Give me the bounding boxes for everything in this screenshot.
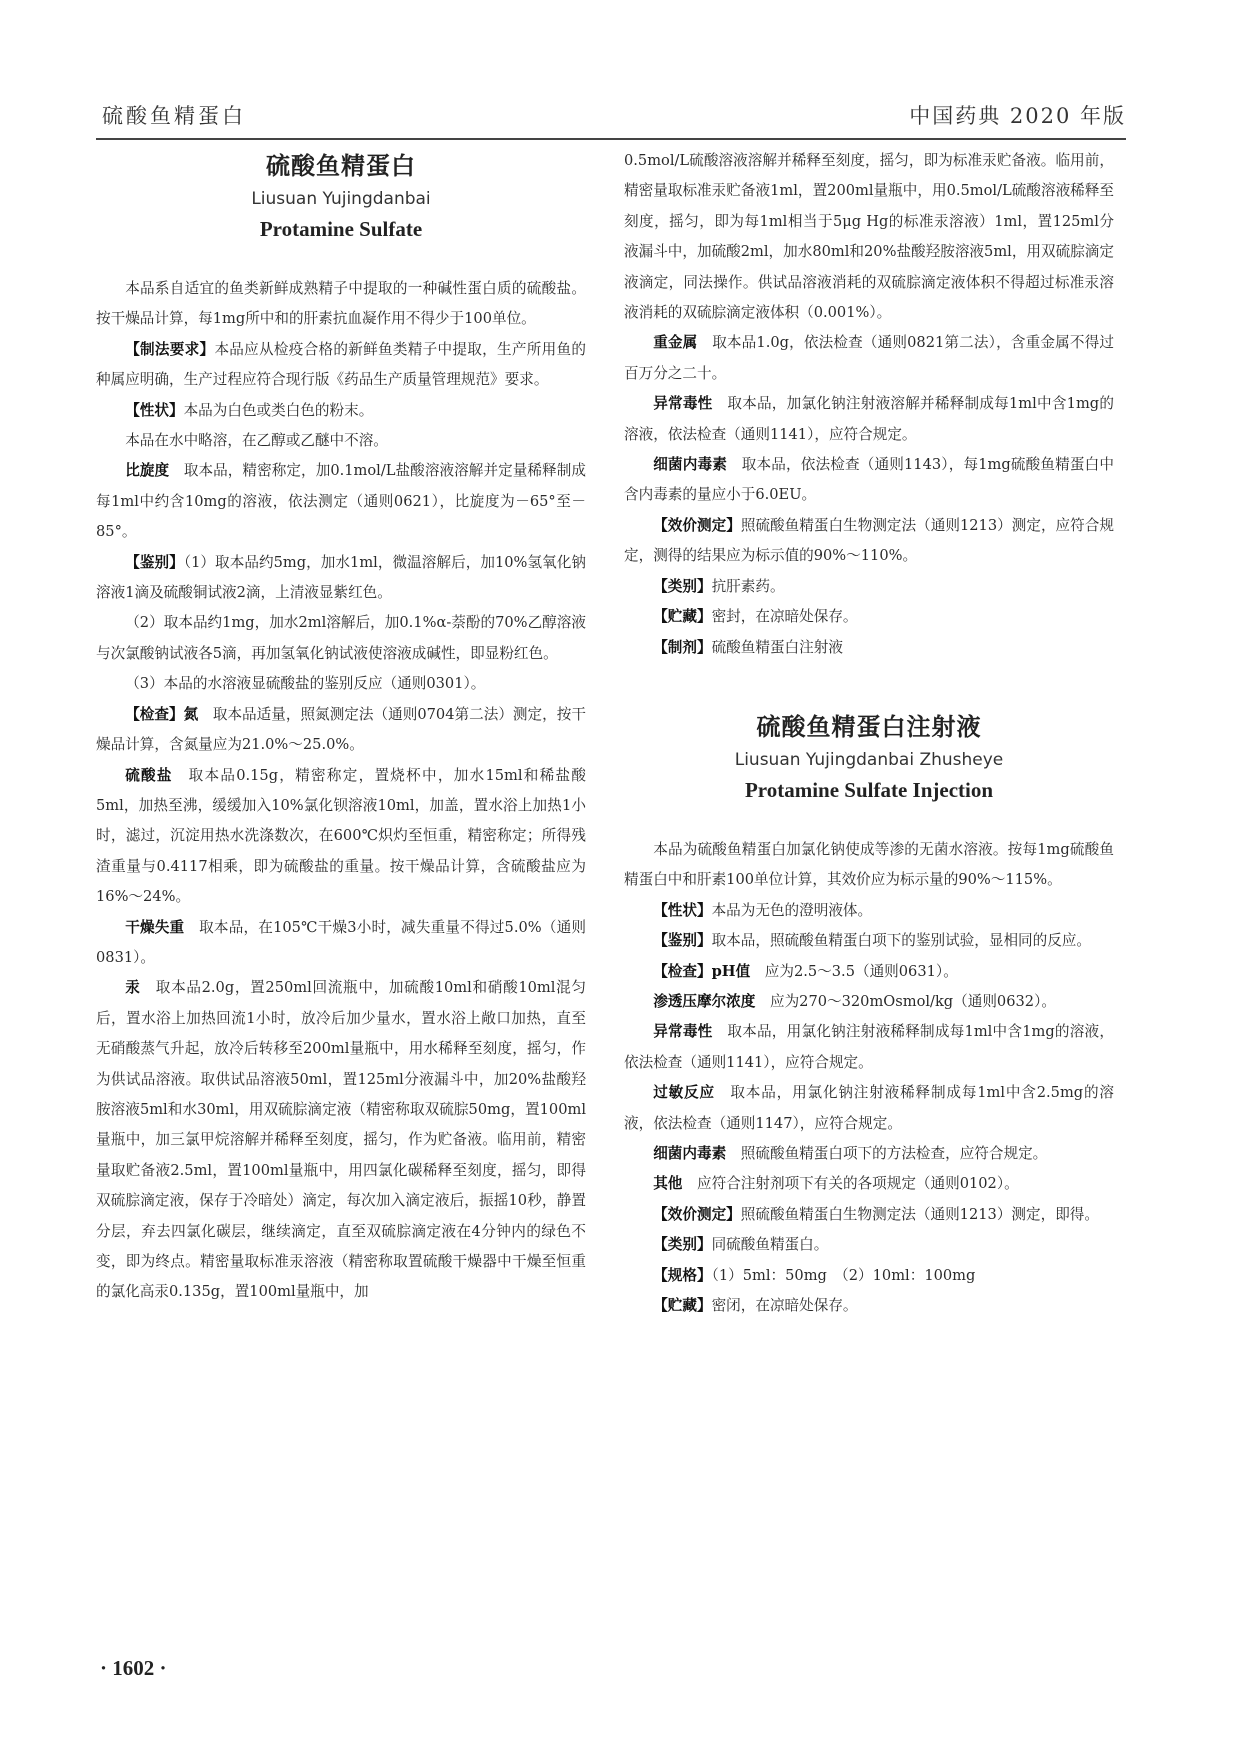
nitrogen-text: 取本品适量，照氮测定法（通则0704第二法）测定，按干燥品计算，含氮量应为21.0%～25.0%。 bbox=[96, 705, 586, 754]
category-text: 抗肝素药。 bbox=[711, 577, 785, 595]
endotoxin-text: 取本品，依法检查（通则1143），每1mg硫酸鱼精蛋白中含内毒素的量应小于6.0EU。 bbox=[624, 456, 1114, 504]
injection-category-text: 同硫酸鱼精蛋白。 bbox=[711, 1236, 829, 1254]
injection-storage-text: 密闭，在凉暗处保存。 bbox=[711, 1297, 858, 1314]
intro-paragraph: 本品系自适宜的鱼类新鲜成熟精子中提取的一种碱性蛋白质的硫酸盐。按干燥品计算，每1mg所中和的肝素抗血凝作用不得少于100单位。 bbox=[96, 280, 586, 328]
monograph-title-en: Protamine Sulfate bbox=[259, 217, 423, 241]
manufacture-label: 【制法要求】 bbox=[125, 340, 215, 358]
category-label: 【类别】 bbox=[653, 577, 712, 595]
assay-text: 照硫酸鱼精蛋白生物测定法（通则1213）测定，应符合规定，测得的结果应为标示值的90%～110%。 bbox=[624, 516, 1114, 565]
lod-paragraph bbox=[96, 913, 586, 974]
injection-spec-text: （1）5ml：50mg （2）10ml：100mg bbox=[711, 1266, 976, 1284]
identification-text-1: （1）取本品约5mg，加水1ml，微温溶解后，加10%氢氧化钠溶液1滴及硫酸铜试液2滴，上清液显紫红色。 bbox=[96, 553, 586, 602]
monograph2-title-cn: 硫酸鱼精蛋白注射液 bbox=[756, 712, 982, 741]
assay-label: 【效价测定】 bbox=[653, 516, 741, 534]
injection-osmolality-text: 应为270～320mOsmol/kg（通则0632）。 bbox=[769, 992, 1056, 1010]
injection-osmolality-label: 渗透压摩尔浓度 bbox=[653, 992, 756, 1010]
injection-intro-paragraph: 本品为硫酸鱼精蛋白加氯化钠使成等渗的无菌水溶液。按每1mg硫酸鱼精蛋白中和肝素100单位计算，其效价应为标示量的90%～115%。 bbox=[624, 840, 1114, 889]
injection-identification-label: 【鉴别】 bbox=[653, 932, 712, 950]
injection-other-paragraph bbox=[624, 1169, 1114, 1199]
storage-text: 密封，在凉暗处保存。 bbox=[711, 608, 858, 626]
heavy-metals-label: 重金属 bbox=[653, 334, 698, 352]
storage-label: 【贮藏】 bbox=[653, 608, 712, 626]
left-column bbox=[96, 146, 586, 1308]
injection-identification-paragraph bbox=[624, 926, 1114, 956]
injection-endotoxin-paragraph bbox=[624, 1139, 1114, 1169]
endotoxin-paragraph bbox=[624, 450, 1114, 511]
lod-label: 干燥失重 bbox=[125, 918, 185, 936]
injection-description-text: 本品为无色的澄明液体。 bbox=[711, 901, 873, 919]
injection-assay-paragraph bbox=[624, 1200, 1114, 1230]
injection-allergy-label: 过敏反应 bbox=[653, 1084, 715, 1102]
injection-toxicity-text: 取本品，用氯化钠注射液稀释制成每1ml中含1mg的溶液，依法检查（通则1141），应符合规定。 bbox=[624, 1023, 1114, 1071]
injection-tests-label: 【检查】 bbox=[653, 962, 712, 980]
assay-paragraph bbox=[624, 511, 1114, 572]
toxicity-label: 异常毒性 bbox=[653, 395, 713, 413]
injection-spec-paragraph bbox=[624, 1261, 1114, 1291]
monograph2-title-pinyin: Liusuan Yujingdanbai Zhusheye bbox=[734, 749, 1004, 770]
category-paragraph bbox=[624, 572, 1114, 602]
heavy-metals-text: 取本品1.0g，依法检查（通则0821第二法），含重金属不得过百万分之二十。 bbox=[624, 334, 1114, 382]
mercury-paragraph-continued: 0.5mol/L硫酸溶液溶解并稀释至刻度，摇匀，即为标准汞贮备液。临用前，精密量取标准汞贮备液1ml，置200ml量瓶中，用0.5mol/L硫酸溶液稀释至刻度，摇匀，即为每1ml相当于5μg Hg的标准汞溶液）1ml，置125ml分液漏斗中，加硫酸2ml，加水80ml和20%盐酸羟胺溶液5ml，用双硫腙滴定液滴定，同法操作。供试品溶液消耗的双硫腙滴定液体积不得超过标准汞溶液消耗的双硫腙滴定液体积（0.001%）。 bbox=[624, 152, 1114, 322]
identification-paragraph-2: （2）取本品约1mg，加水2ml溶解后，加0.1%α-萘酚的70%乙醇溶液与次氯酸钠试液各5滴，再加氢氧化钠试液使溶液成碱性，即显粉红色。 bbox=[96, 614, 586, 662]
injection-assay-label: 【效价测定】 bbox=[653, 1205, 741, 1223]
injection-assay-text: 照硫酸鱼精蛋白生物测定法（通则1213）测定，即得。 bbox=[740, 1205, 1099, 1223]
nitrogen-label: 氮 bbox=[183, 705, 199, 723]
injection-storage-paragraph bbox=[624, 1291, 1114, 1321]
manufacture-text: 本品应从检疫合格的新鲜鱼类精子中提取，生产所用鱼的种属应明确，生产过程应符合现行版《药品生产质量管理规范》要求。 bbox=[96, 340, 586, 389]
injection-ph-label: pH值 bbox=[711, 962, 751, 980]
injection-allergy-text: 取本品，用氯化钠注射液稀释制成每1ml中含2.5mg的溶液，依法检查（通则1147），应符合规定。 bbox=[624, 1084, 1114, 1132]
injection-toxicity-paragraph bbox=[624, 1017, 1114, 1078]
heavy-metals-paragraph bbox=[624, 328, 1114, 389]
rotation-label: 比旋度 bbox=[125, 462, 170, 480]
rotation-paragraph bbox=[96, 456, 586, 547]
description-text: 本品为白色或类白色的粉末。 bbox=[183, 401, 374, 419]
running-header bbox=[96, 100, 1126, 134]
toxicity-text: 取本品，加氯化钠注射液溶解并稀释制成每1ml中含1mg的溶液，依法检查（通则1141），应符合规定。 bbox=[624, 395, 1114, 443]
injection-description-label: 【性状】 bbox=[653, 901, 712, 919]
injection-endotoxin-text: 照硫酸鱼精蛋白项下的方法检查，应符合规定。 bbox=[740, 1144, 1048, 1162]
description-paragraph bbox=[96, 396, 586, 426]
injection-ph-text: 应为2.5～3.5（通则0631）。 bbox=[764, 962, 958, 980]
sulfate-paragraph bbox=[96, 761, 586, 913]
injection-allergy-paragraph bbox=[624, 1078, 1114, 1139]
nitrogen-paragraph bbox=[96, 700, 586, 761]
injection-ph-paragraph bbox=[624, 957, 1114, 987]
sulfate-text: 取本品0.15g，精密称定，置烧杯中，加水15ml和稀盐酸5ml，加热至沸，缓缓加入10%氯化钡溶液10ml，加盖，置水浴上加热1小时，滤过，沉淀用热水洗涤数次，在600℃炽灼至恒重，精密称定；所得残渣重量与0.4117相乘，即为硫酸盐的重量。按干燥品计算，含硫酸盐应为16%～24%。 bbox=[96, 766, 586, 906]
endotoxin-label: 细菌内毒素 bbox=[653, 456, 727, 474]
preparation-text: 硫酸鱼精蛋白注射液 bbox=[711, 638, 843, 656]
header-rule bbox=[96, 138, 1126, 140]
identification-label: 【鉴别】 bbox=[125, 553, 184, 571]
injection-other-label: 其他 bbox=[653, 1175, 683, 1193]
injection-toxicity-label: 异常毒性 bbox=[653, 1023, 713, 1041]
toxicity-paragraph bbox=[624, 389, 1114, 450]
rotation-text: 取本品，精密称定，加0.1mol/L盐酸溶液溶解并定量稀释制成每1ml中约含10mg的溶液，依法测定（通则0621），比旋度为－65°至－85°。 bbox=[96, 462, 586, 541]
monograph-title-cn: 硫酸鱼精蛋白 bbox=[266, 152, 416, 180]
monograph2-title-en: Protamine Sulfate Injection bbox=[744, 777, 994, 802]
injection-osmolality-paragraph bbox=[624, 987, 1114, 1017]
description-label: 【性状】 bbox=[125, 401, 184, 419]
header-book-title: 中国药典 2020 年版 bbox=[909, 104, 1126, 128]
injection-other-text: 应符合注射剂项下有关的各项规定（通则0102）。 bbox=[697, 1175, 1019, 1193]
injection-endotoxin-label: 细菌内毒素 bbox=[653, 1144, 727, 1162]
injection-identification-text: 取本品，照硫酸鱼精蛋白项下的鉴别试验，显相同的反应。 bbox=[711, 932, 1092, 950]
tests-label: 【检查】 bbox=[125, 705, 184, 723]
lod-text: 取本品，在105℃干燥3小时，减失重量不得过5.0%（通则0831）。 bbox=[96, 918, 586, 966]
right-column bbox=[624, 146, 1114, 1321]
injection-spec-label: 【规格】 bbox=[653, 1266, 712, 1284]
preparation-label: 【制剂】 bbox=[653, 638, 712, 656]
injection-category-label: 【类别】 bbox=[653, 1236, 712, 1254]
injection-description-paragraph bbox=[624, 896, 1114, 926]
storage-paragraph bbox=[624, 602, 1114, 632]
mercury-label: 汞 bbox=[125, 979, 141, 997]
injection-storage-label: 【贮藏】 bbox=[653, 1297, 712, 1314]
manufacture-paragraph bbox=[96, 335, 586, 396]
page-number: · 1602 · bbox=[100, 1656, 167, 1680]
monograph-title-pinyin: Liusuan Yujingdanbai bbox=[251, 189, 431, 209]
solubility-paragraph: 本品在水中略溶，在乙醇或乙醚中不溶。 bbox=[125, 432, 388, 450]
identification-paragraph-1 bbox=[96, 548, 586, 609]
mercury-paragraph bbox=[96, 973, 586, 1307]
identification-paragraph-3: （3）本品的水溶液显硫酸盐的鉴别反应（通则0301）。 bbox=[125, 675, 486, 693]
header-monograph-title: 硫酸鱼精蛋白 bbox=[102, 104, 246, 128]
sulfate-label: 硫酸盐 bbox=[125, 766, 173, 784]
mercury-text: 取本品2.0g，置250ml回流瓶中，加硫酸10ml和硝酸10ml混匀后，置水浴上加热回流1小时，放冷后加少量水，置水浴上敞口加热，直至无硝酸蒸气升起，放冷后转移至200ml量瓶中，用水稀释至刻度，摇匀，作为供试品溶液。取供试品溶液50ml，置125ml分液漏斗中，加20%盐酸羟胺溶液5ml和水30ml，用双硫腙滴定液（精密称取双硫腙50mg，置100ml量瓶中，加三氯甲烷溶解并稀释至刻度，摇匀，作为贮备液。临用前，精密量取贮备液2.5ml，置100ml量瓶中，用四氯化碳稀释至刻度，摇匀，即得双硫腙滴定液，保存于冷暗处）滴定，每次加入滴定液后，振摇10秒，静置分层，弃去四氯化碳层，继续滴定，直至双硫腙滴定液在4分钟内的绿色不变，即为终点。精密量取标准汞溶液（精密称取置硫酸干燥器中干燥至恒重的氯化高汞0.135g，置100ml量瓶中，加 bbox=[96, 979, 586, 1301]
preparation-paragraph bbox=[624, 633, 1114, 663]
injection-category-paragraph bbox=[624, 1230, 1114, 1260]
